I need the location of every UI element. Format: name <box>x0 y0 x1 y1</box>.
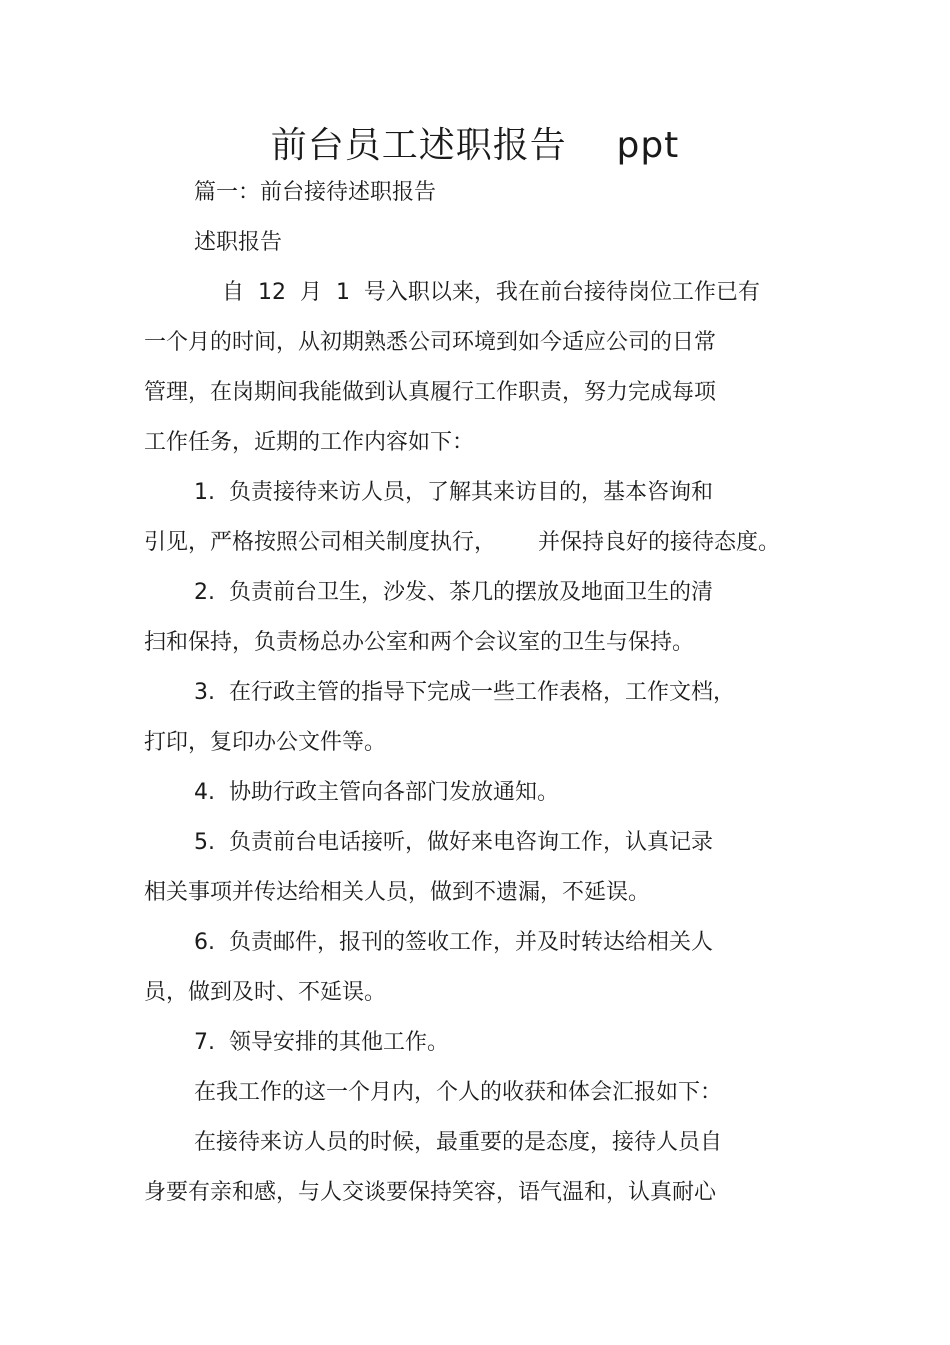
list-item: 5. 负责前台电话接听，做好来电咨询工作，认真记录 <box>194 830 713 855</box>
list-item: 7. 领导安排的其他工作。 <box>194 1030 449 1055</box>
paragraph-line: 一个月的时间，从初期熟悉公司环境到如今适应公司的日常 <box>144 330 717 355</box>
list-item-continuation: 引见，严格按照公司相关制度执行， 并保持良好的接待态度。 <box>144 530 780 555</box>
paragraph-line: 管理，在岗期间我能做到认真履行工作职责，努力完成每项 <box>144 380 717 405</box>
list-item: 4. 协助行政主管向各部门发放通知。 <box>194 780 559 805</box>
document-title: 前台员工述职报告 ppt <box>270 125 680 166</box>
list-item-continuation: 员，做到及时、不延误。 <box>144 980 387 1005</box>
paragraph-line: 在我工作的这一个月内，个人的收获和体会汇报如下： <box>194 1080 723 1105</box>
list-item: 2. 负责前台卫生，沙发、茶几的摆放及地面卫生的清 <box>194 580 713 605</box>
paragraph-line: 工作任务，近期的工作内容如下： <box>144 430 475 455</box>
list-item-continuation: 相关事项并传达给相关人员，做到不遗漏，不延误。 <box>144 880 651 905</box>
paragraph-line: 自 12 月 1 号入职以来，我在前台接待岗位工作已有 <box>222 280 760 305</box>
paragraph-line: 在接待来访人员的时候，最重要的是态度，接待人员自 <box>194 1130 723 1155</box>
list-item-continuation: 扫和保持，负责杨总办公室和两个会议室的卫生与保持。 <box>144 630 695 655</box>
list-item-continuation: 打印，复印办公文件等。 <box>144 730 387 755</box>
list-item: 1. 负责接待来访人员，了解其来访目的，基本咨询和 <box>194 480 713 505</box>
paragraph-line: 身要有亲和感，与人交谈要保持笑容，语气温和，认真耐心 <box>144 1180 717 1205</box>
subheading: 述职报告 <box>194 230 283 255</box>
list-item: 6. 负责邮件，报刊的签收工作，并及时转达给相关人 <box>194 930 713 955</box>
list-item: 3. 在行政主管的指导下完成一些工作表格，工作文档， <box>194 680 735 705</box>
section-heading: 篇一：前台接待述职报告 <box>194 180 437 205</box>
